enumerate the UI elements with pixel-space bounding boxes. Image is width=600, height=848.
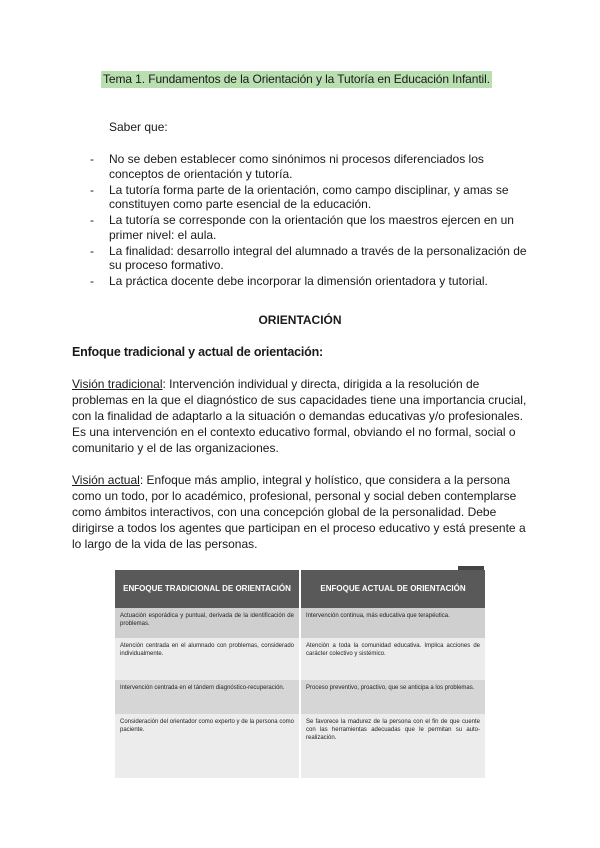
intro-text: Saber que: [109,120,168,134]
table-header-row [115,570,485,608]
list-item: - La tutoría se corresponde con la orientación que los maestros ejercen en un primer nivel: el aula. [88,213,528,242]
document-title: Tema 1. Fundamentos de la Orientación y la Tutoría en Educación Infantil. [103,72,490,86]
paragraph-lead: Visión tradicional [72,377,163,391]
list-item: - No se deben establecer como sinónimos ni procesos diferenciados los conceptos de orientación y tutoría. [88,152,528,181]
comparison-table [115,570,485,778]
table-row [115,680,485,714]
table-cell: Actuación esporádica y puntual, derivada de la identificación de problemas. [115,608,300,638]
table-cell: Intervención centrada en el tándem diagnóstico-recuperación. [115,680,300,714]
subheading: Enfoque tradicional y actual de orientación: [72,345,323,359]
table-row [115,714,485,778]
paragraph-current [72,472,532,552]
list-item: - La tutoría forma parte de la orientación, como campo disciplinar, y amas se constituyen como parte esencial de la educación. [88,183,528,212]
table-cell: Atención centrada en el alumnado con problemas, considerado individualmente. [115,638,300,680]
table-row [115,638,485,680]
paragraph-body: : Enfoque más amplio, integral y holístico, que considera a la persona como un todo, por lo académico, profesional, personal y social deben contemplarse como ámbitos interactivos, con una concepción global de la personalidad. Debe dirigirse a todos los agentes que participan en el proceso educativo y está presente a lo largo de la vida de las personas. [72,473,526,551]
table-cell: Proceso preventivo, proactivo, que se anticipa a los problemas. [300,680,485,714]
paragraph-traditional [72,376,532,456]
list-item: - La finalidad: desarrollo integral del alumnado a través de la personalización de su proceso formativo. [88,244,528,273]
table-cell: Consideración del orientador como experto y de la persona como paciente. [115,714,300,778]
paragraph-lead: Visión actual [72,473,140,487]
table-cell: Intervención continua, más educativa que terapéutica. [300,608,485,638]
table-row [115,608,485,638]
key-points-list [88,152,528,290]
table-header-traditional: ENFOQUE TRADICIONAL DE ORIENTACIÓN [115,570,300,608]
table-cell: Atención a toda la comunidad educativa. Implica acciones de carácter colectivo y sistémico. [300,638,485,680]
paragraph-body: : Intervención individual y directa, dirigida a la resolución de problemas en la que el diagnóstico de sus capacidades tiene una importancia crucial, con la finalidad de adaptarlo a la situación o demandas educativas y/o profesionales. Es una intervención en el contexto educativo formal, obviando el no formal, social o comunitario y el de las organizaciones. [72,377,527,455]
list-item: - La práctica docente debe incorporar la dimensión orientadora y tutorial. [88,274,528,289]
table-header-current: ENFOQUE ACTUAL DE ORIENTACIÓN [300,570,485,608]
table-cell: Se favorece la madurez de la persona con el fin de que cuente con las herramientas adecuadas que le permitan su auto-realización. [300,714,485,778]
section-heading: ORIENTACIÓN [258,313,342,327]
